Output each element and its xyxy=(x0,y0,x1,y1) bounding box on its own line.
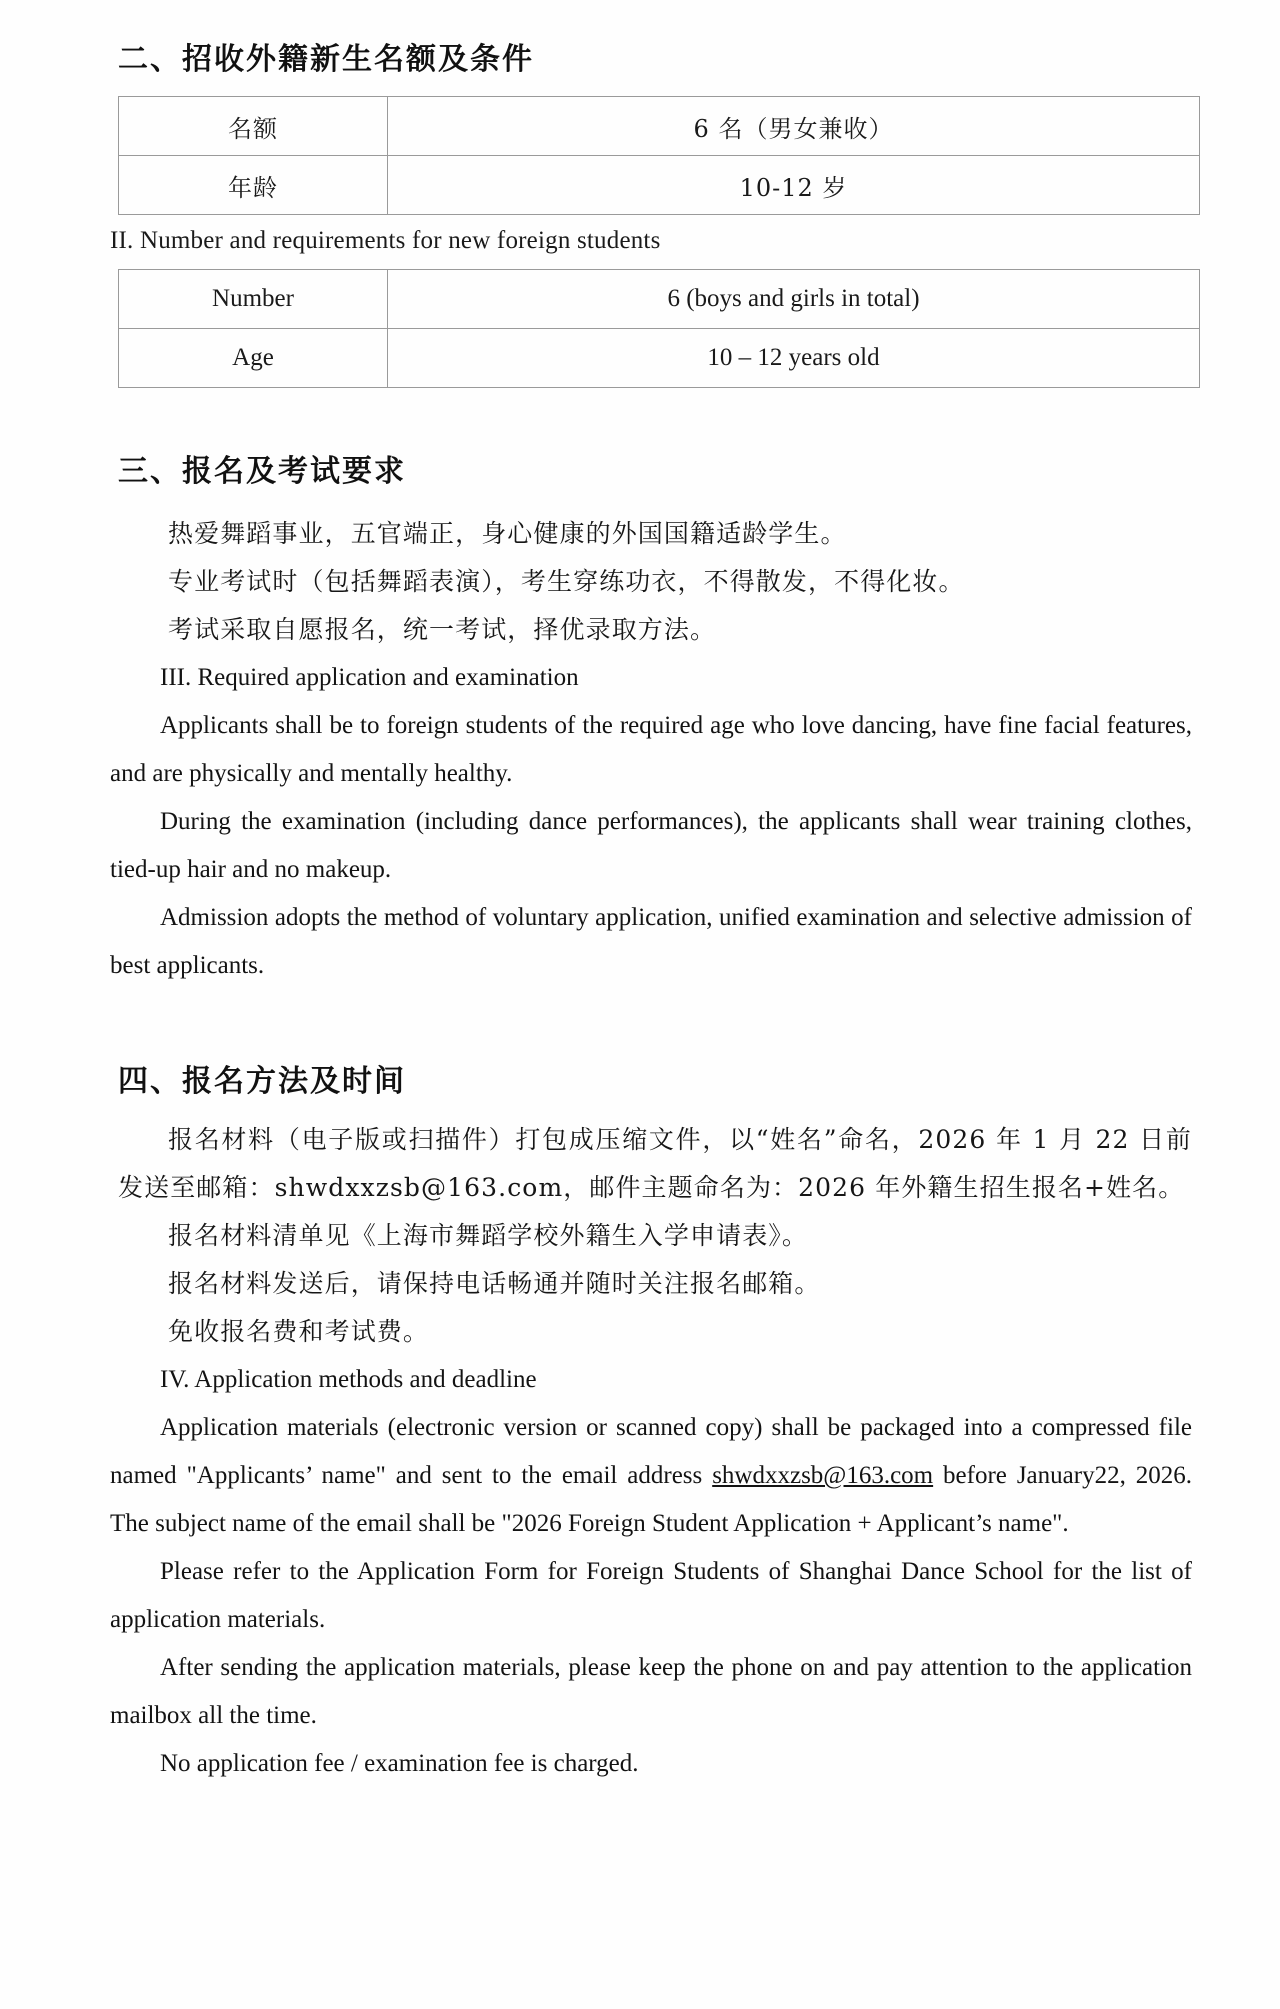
section-4-paragraph-en-4: No application fee / examination fee is charged. xyxy=(160,1750,639,1777)
quota-table-cn xyxy=(118,96,1200,215)
section-4-paragraph-cn-4: 免收报名费和考试费。 xyxy=(168,1317,430,1346)
section-3-paragraph-en-2: During the examination (including dance performances), the applicants shall wear training clothes, tied-up hair and no makeup. xyxy=(110,808,1192,883)
section-3-heading-cn: 三、报名及考试要求 xyxy=(118,454,406,489)
section-2-heading-en: II. Number and requirements for new foreign students xyxy=(110,227,661,254)
quota-value-en: 6 (boys and girls in total) xyxy=(388,270,1200,329)
section-4-paragraph-en-3: After sending the application materials, please keep the phone on and pay attention to the application mailbox all the time. xyxy=(110,1654,1192,1729)
section-4-paragraph-cn-3: 报名材料发送后，请保持电话畅通并随时关注报名邮箱。 xyxy=(168,1269,821,1298)
section-4-heading-cn: 四、报名方法及时间 xyxy=(118,1064,406,1099)
section-4-paragraph-en-2: Please refer to the Application Form for Foreign Students of Shanghai Dance School for the list of application materials. xyxy=(110,1558,1192,1633)
section-3-paragraph-cn-2: 专业考试时（包括舞蹈表演），考生穿练功衣，不得散发，不得化妆。 xyxy=(168,567,965,596)
quota-value-cn: 6 名（男女兼收） xyxy=(388,97,1200,156)
section-3-paragraph-en-1: Applicants shall be to foreign students of the required age who love dancing, have fine facial features, and are physically and mentally healthy. xyxy=(110,712,1192,787)
section-3-paragraph-en-3: Admission adopts the method of voluntary application, unified examination and selective admission of best applicants. xyxy=(110,904,1192,979)
age-label-en: Age xyxy=(119,329,388,388)
section-4-heading-en: IV. Application methods and deadline xyxy=(160,1366,537,1393)
application-email-link[interactable]: shwdxxzsb@163.com xyxy=(712,1462,934,1489)
table-row xyxy=(119,156,1200,215)
age-value-cn: 10-12 岁 xyxy=(388,156,1200,215)
section-4-paragraph-cn-1: 报名材料（电子版或扫描件）打包成压缩文件，以“姓名”命名，2026 年 1 月 22 日前发送至邮箱：shwdxxzsb@163.com，邮件主题命名为：2026 年外籍生招生报名+姓名。 xyxy=(118,1125,1192,1202)
section-2-heading-cn: 二、招收外籍新生名额及条件 xyxy=(118,42,534,77)
quota-label-cn: 名额 xyxy=(119,97,388,156)
section-4-paragraph-en-1 xyxy=(110,1404,1192,1548)
section-3-heading-en: III. Required application and examination xyxy=(160,664,579,691)
table-row xyxy=(119,270,1200,329)
section-4-paragraph-en-1-part2: before January22, 2026. The subject name of the email shall be "2026 Foreign Student Application + Applicant’s name". xyxy=(110,1462,1192,1537)
age-label-cn: 年龄 xyxy=(119,156,388,215)
section-3-paragraph-cn-1: 热爱舞蹈事业，五官端正，身心健康的外国国籍适龄学生。 xyxy=(168,519,847,548)
section-3-paragraph-cn-3: 考试采取自愿报名，统一考试，择优录取方法。 xyxy=(168,615,717,644)
quota-table-en xyxy=(118,269,1200,388)
section-4-paragraph-cn-2: 报名材料清单见《上海市舞蹈学校外籍生入学申请表》。 xyxy=(168,1221,809,1250)
section-4-paragraph-en-1-part1: Application materials (electronic version or scanned copy) shall be packaged into a compressed file named "Applicants’ name" and sent to the email address xyxy=(110,1414,1192,1489)
quota-label-en: Number xyxy=(119,270,388,329)
table-row xyxy=(119,97,1200,156)
table-row xyxy=(119,329,1200,388)
age-value-en: 10 – 12 years old xyxy=(388,329,1200,388)
